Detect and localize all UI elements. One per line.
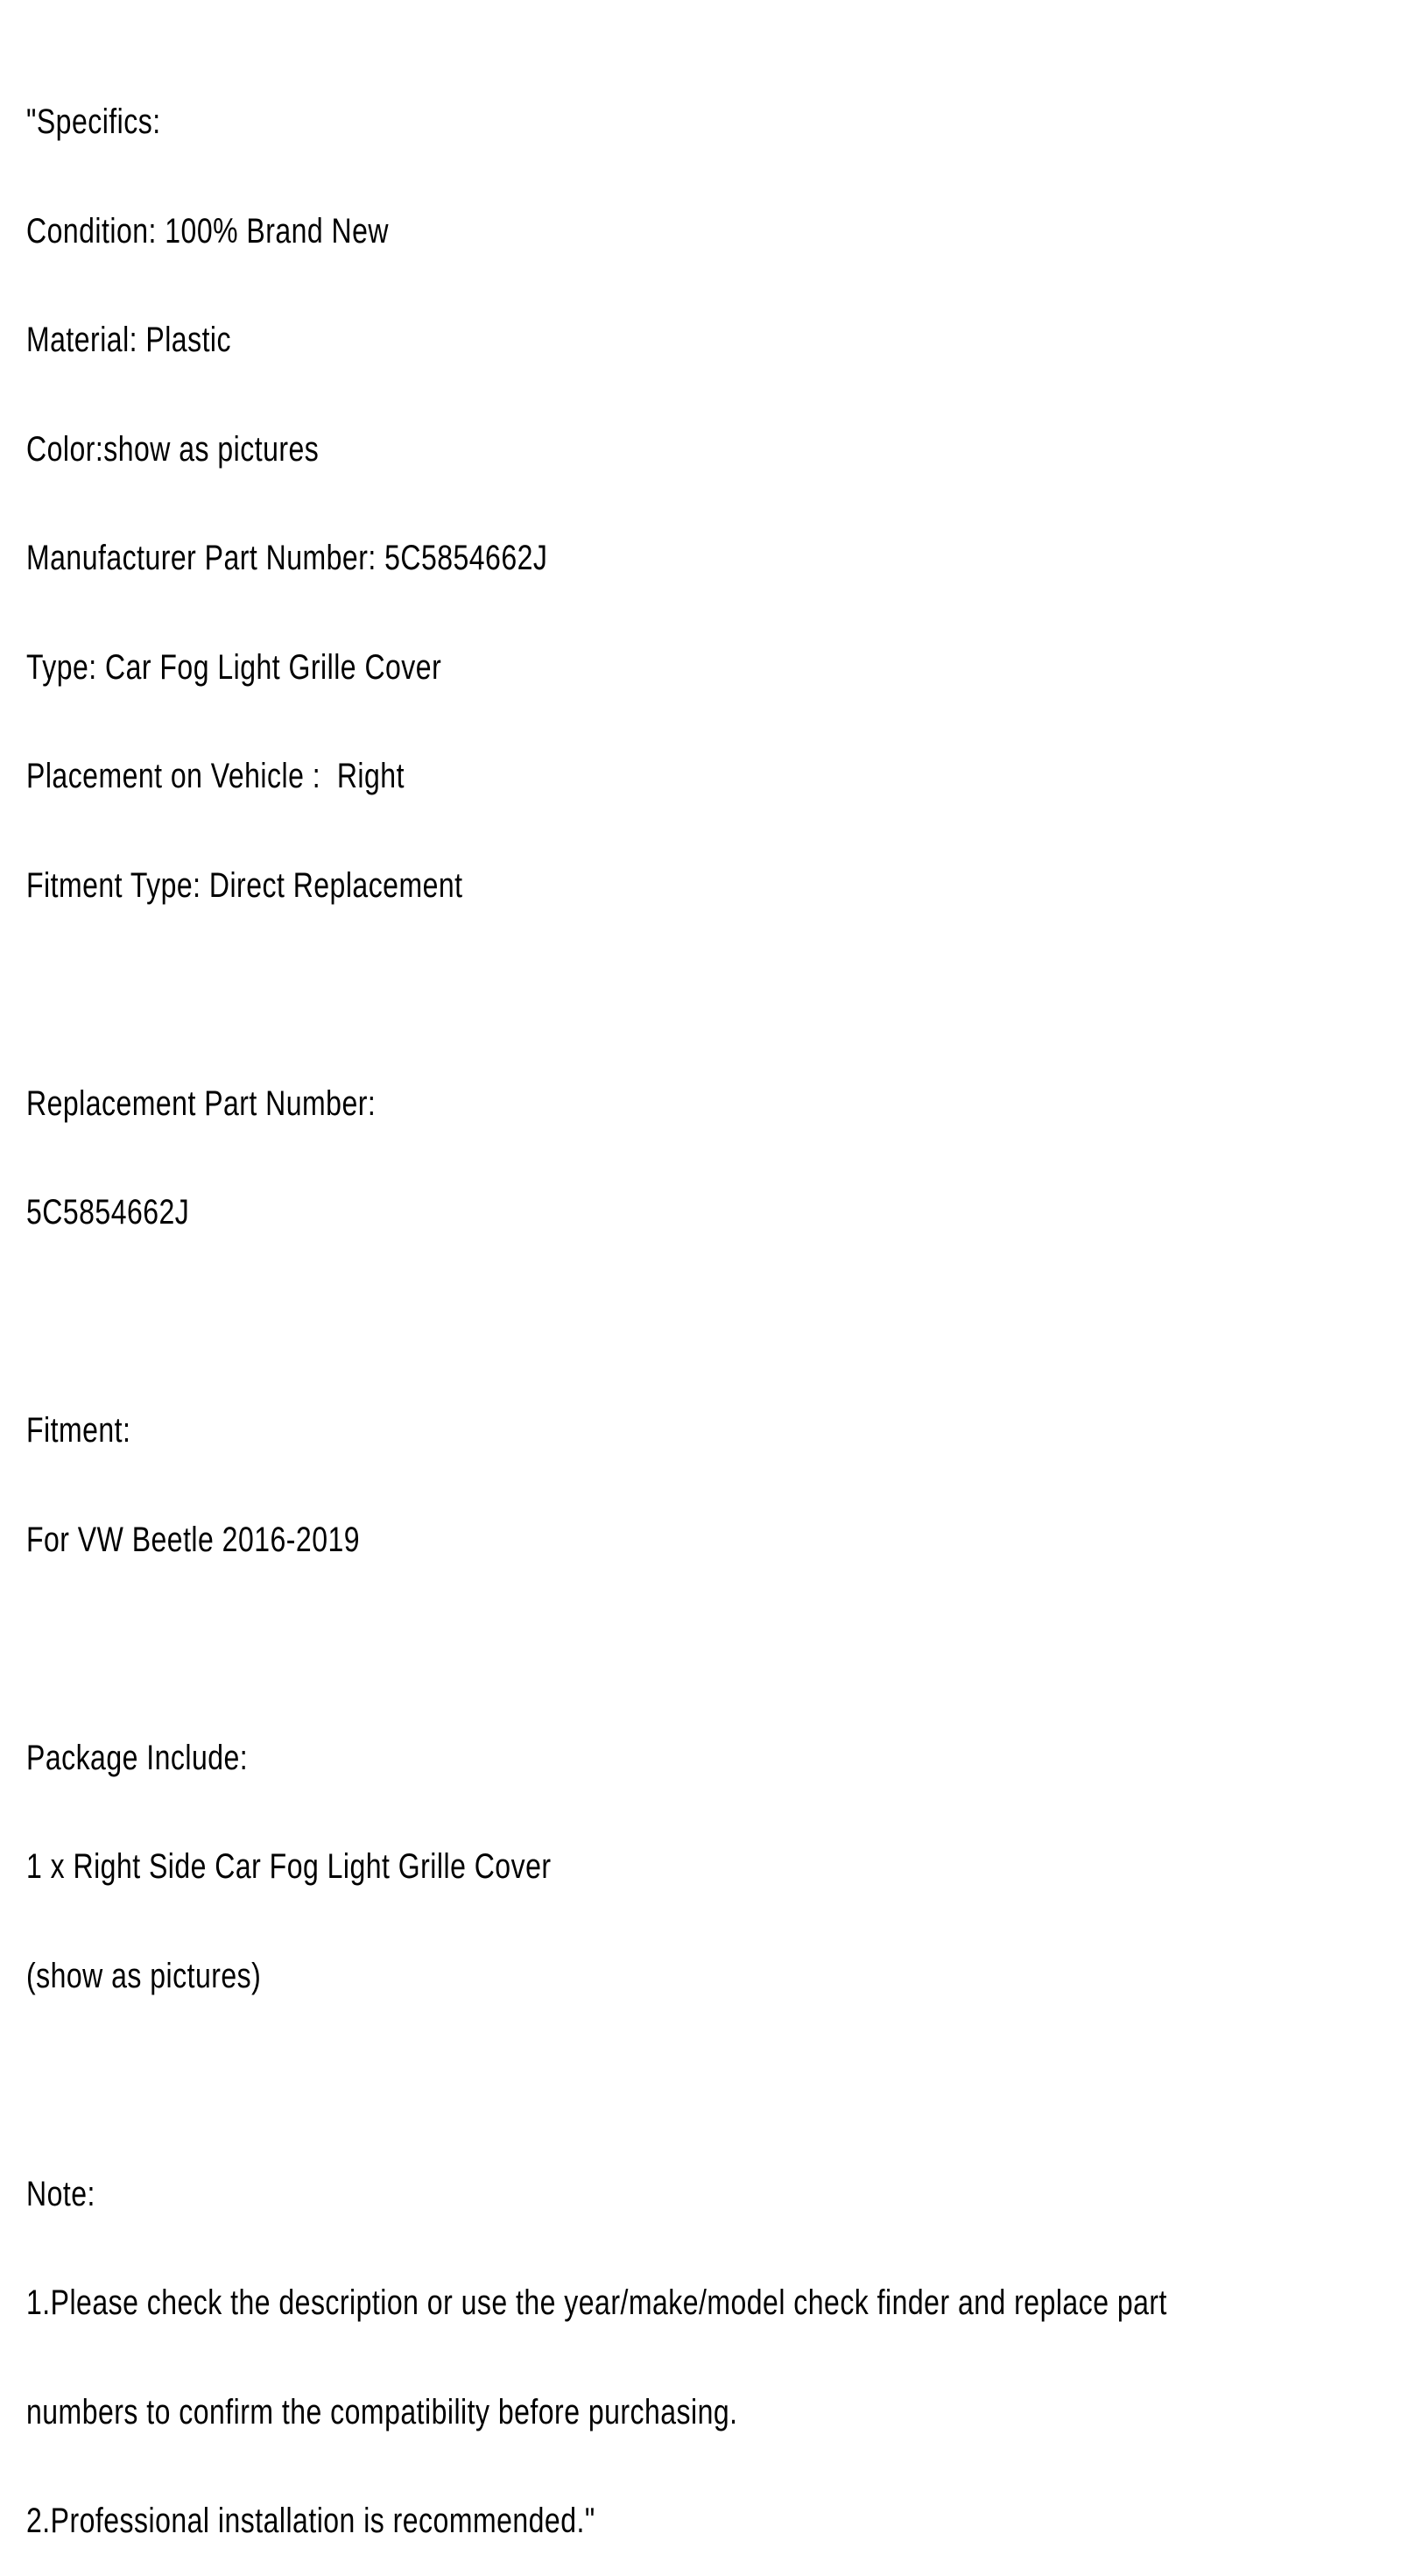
line-blank-3 xyxy=(26,1631,1357,1668)
line-package-header: Package Include: xyxy=(26,1738,249,1777)
line-blank-2 xyxy=(26,1304,1357,1341)
line-note-1b: numbers to confirm the compatibility before purchasing. xyxy=(26,2392,738,2431)
product-description xyxy=(26,32,1357,2576)
line-color: Color:show as pictures xyxy=(26,429,320,469)
line-note-2: 2.Professional installation is recommended." xyxy=(26,2502,595,2540)
line-replacement-number: 5C5854662J xyxy=(26,1193,190,1232)
line-fitment-type: Fitment Type: Direct Replacement xyxy=(26,865,463,905)
line-note-1a: 1.Please check the description or use the year/make/model check finder and replace part xyxy=(26,2283,1167,2322)
line-blank-4 xyxy=(26,2067,1357,2104)
line-package-note: (show as pictures) xyxy=(26,1956,262,1995)
line-material: Material: Plastic xyxy=(26,321,232,359)
line-replacement-header: Replacement Part Number: xyxy=(26,1083,377,1123)
line-manufacturer-part-number: Manufacturer Part Number: 5C5854662J xyxy=(26,539,548,577)
line-fitment-header: Fitment: xyxy=(26,1411,131,1450)
line-placement: Placement on Vehicle : Right xyxy=(26,757,405,795)
line-specifics-header: "Specifics: xyxy=(26,102,161,141)
line-fitment-value: For VW Beetle 2016-2019 xyxy=(26,1520,361,1559)
line-blank-1 xyxy=(26,977,1357,1013)
line-package-item: 1 x Right Side Car Fog Light Grille Cover xyxy=(26,1847,552,1886)
line-condition: Condition: 100% Brand New xyxy=(26,211,390,251)
line-type: Type: Car Fog Light Grille Cover xyxy=(26,647,442,687)
line-note-header: Note: xyxy=(26,2174,95,2213)
